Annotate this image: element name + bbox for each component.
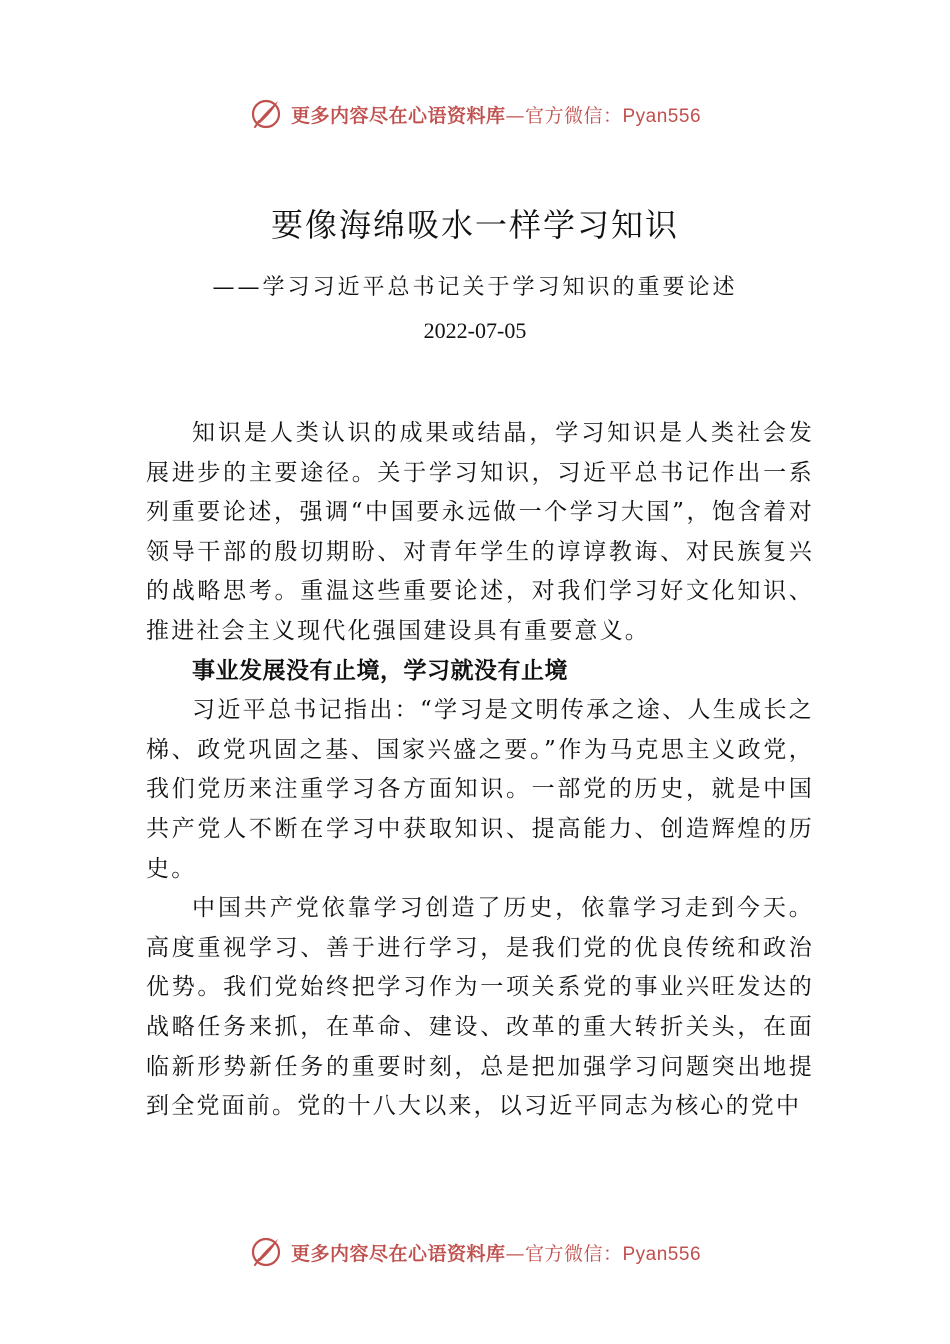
quill-pen-logo-icon: [249, 1235, 283, 1269]
banner-dash: —: [505, 104, 525, 127]
banner-wechat-label: 官方微信：: [524, 104, 623, 127]
banner-text: [291, 1239, 701, 1266]
banner-wechat-label: 官方微信：: [524, 1242, 623, 1265]
page-subtitle: ——学习习近平总书记关于学习知识的重要论述: [212, 275, 738, 300]
banner-dash: —: [505, 1242, 525, 1265]
banner-wechat-account: Pyan556: [622, 105, 702, 127]
top-banner[interactable]: [0, 94, 950, 134]
banner-wechat-account: Pyan556: [622, 1243, 702, 1265]
paragraph-1: 知识是人类认识的成果或结晶，学习知识是人类社会发展进步的主要途径。关于学习知识，习近平总书记作出一系列重要论述，强调“中国要永远做一个学习大国”，饱含着对领导干部的殷切期盼、对青年学生的谆谆教诲、对民族复兴的战略思考。重温这些重要论述，对我们学习好文化知识、 推进社会主义现代化强国建设具有重要意义。: [146, 420, 814, 644]
banner-brand: 更多内容尽在心语资料库: [290, 1242, 506, 1265]
page-title: 要像海绵吸水一样学习知识: [270, 206, 679, 244]
article-body: [146, 414, 814, 1127]
bottom-banner[interactable]: [0, 1232, 950, 1272]
paragraph-2: 习近平总书记指出：“学习是文明传承之途、人生成长之梯、政党巩固之基、国家兴盛之要。”作为马克思主义政党，我们党历来注重学习各方面知识。一部党的历史，就是中国共产党人不断在学习中获取知识、提高能力、创造辉煌的历史。: [146, 697, 814, 882]
banner-text: [291, 101, 701, 128]
paragraph-3: 中国共产党依靠学习创造了历史，依靠学习走到今天。高度重视学习、善于进行学习，是我们党的优良传统和政治优势。我们党始终把学习作为一项关系党的事业兴旺发达的战略任务来抓，在革命、建设、改革的重大转折关头，在面临新形势新任务的重要时刻，总是把加强学习问题突出地提到全党面前。党的十八大以来，以习近平同志为核心的党中: [146, 895, 814, 1120]
quill-pen-logo-icon: [249, 97, 283, 131]
publish-date: 2022-07-05: [423, 318, 527, 343]
section-heading-1: 事业发展没有止境，学习就没有止境: [192, 657, 568, 684]
banner-brand: 更多内容尽在心语资料库: [290, 104, 506, 127]
